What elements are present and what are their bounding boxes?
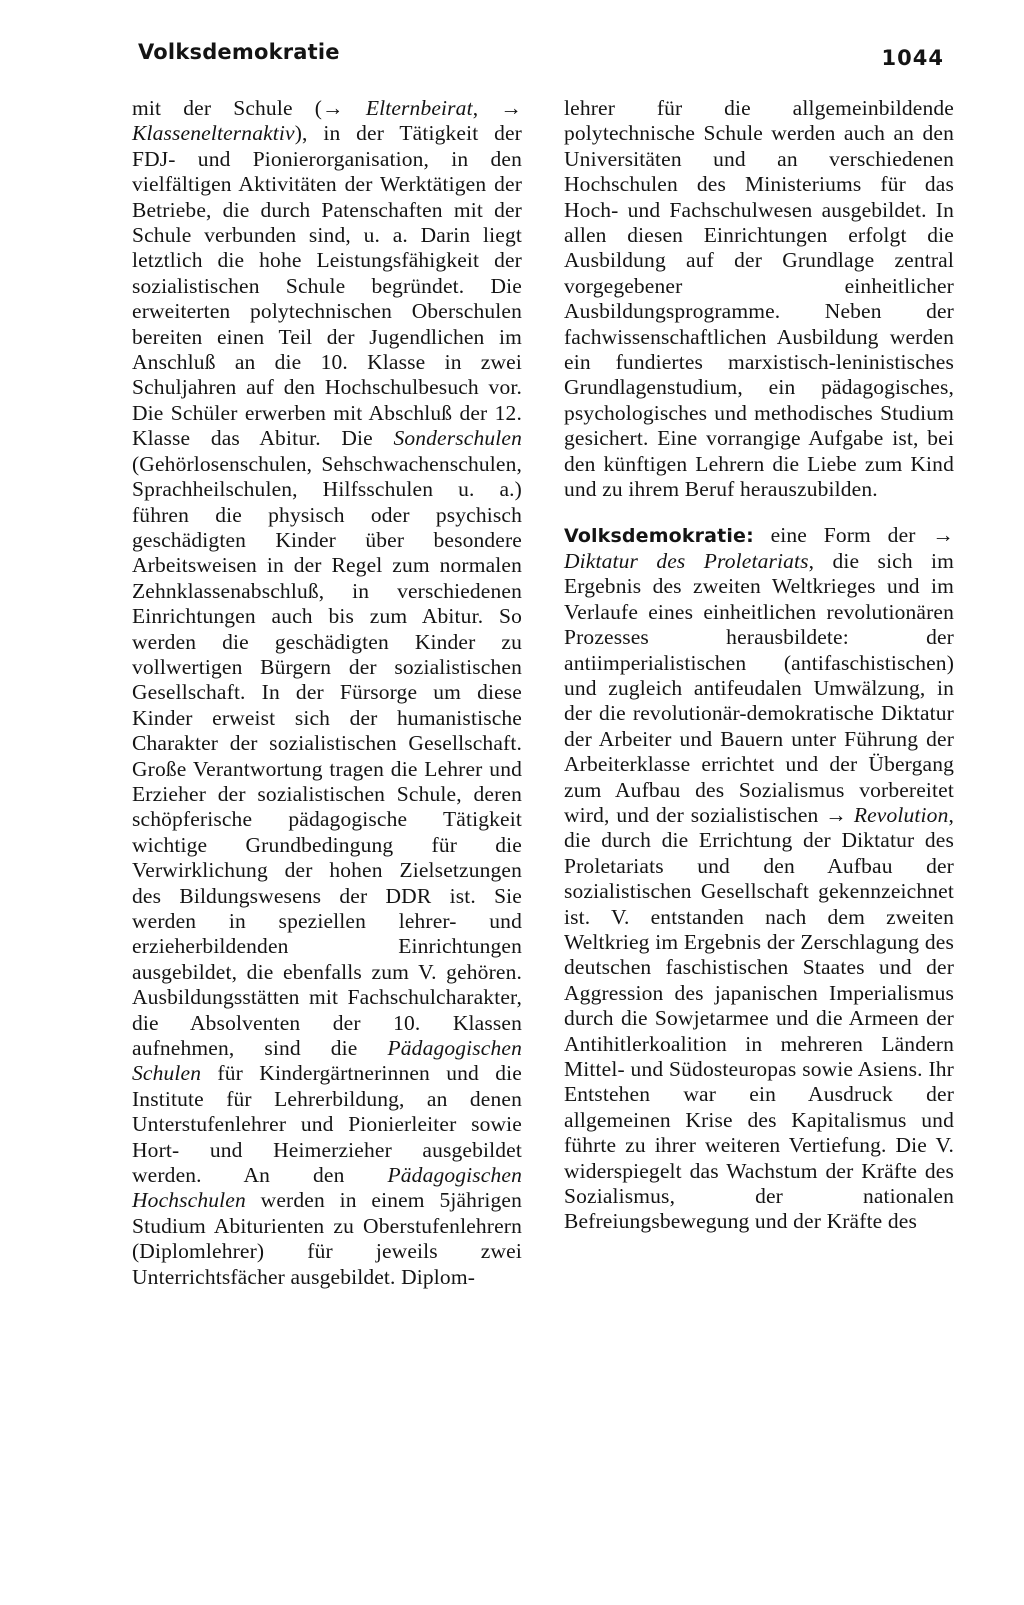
page-header — [138, 40, 944, 76]
body-text: , die sich im Ergebnis des zweiten Weltkrieges und im Verlaufe eines einheitlichen revolutionären Prozesses herausbildete: der antiimperialistischen (antifaschistischen) und zugleich antifeudalen Umwälzung, in der die revolutionär-demokratische Diktatur der Arbeiter und Bauern unter Führung der Arbeiterklasse errichtet und der Übergang zum Aufbau des Sozialismus vorbereitet wird, und der sozialistischen → — [564, 548, 955, 827]
cross-reference: Klassenelternaktiv — [132, 121, 295, 146]
left-column — [132, 96, 522, 1290]
body-text: werden in einem 5jährigen Studium Abiturienten zu Oberstufenlehrern (Diplomlehrer) für jeweils zwei Unterrichtsfächer ausgebildet. Diplom- — [132, 1188, 522, 1289]
body-text: ), in der Tätigkeit der FDJ- und Pionierorganisation, in den vielfältigen Aktivitäten der Werktätigen der Betriebe, die durch Patenschaften mit der Schule verbunden sind, u. a. Darin liegt letztlich die hohe Leistungsfähigkeit der sozialistischen Schule begründet. Die erweiterten polytechnischen Oberschulen bereiten einen Teil der Jugendlichen im Anschluß an die 10. Klasse in zwei Schuljahren auf den Hochschulbesuch vor. Die Schüler erwerben mit Abschluß der 12. Klasse das Abitur. Die — [132, 121, 522, 451]
body-text: , die durch die Errichtung der Diktatur des Proletariats und den Aufbau der sozialistischen Gesellschaft gekennzeichnet ist. V. entstanden nach dem zweiten Weltkrieg im Ergebnis der Zerschlagung des deutschen faschistischen Staates und der Aggression des japanischen Imperialismus durch die Sowjetarmee und die Armeen der Antihitlerkoalition in mehreren Ländern Mittel- und Südosteuropas sowie Asiens. Ihr Entstehen war ein Ausdruck der allgemeinen Krise des Kapitalismus und führte zu ihrer weiteren Vertiefung. Die V. widerspiegelt das Wachstum der Kräfte des Sozialismus, der nationalen Befreiungsbewegung und der Kräfte des — [564, 802, 954, 1234]
body-text: (Gehörlosenschulen, Sehschwachenschulen, Sprachheilschulen, Hilfsschulen u. a.) führen die physisch oder psychisch geschädigten Kinder über besondere Arbeitsweisen in der Regel zum normalen Zehnklassenabschluß, in verschiedenen Einrichtungen auch bis zum Abitur. So werden die geschädigten Kinder zu vollwertigen Bürgern der sozialistischen Gesellschaft. In der Fürsorge um diese Kinder erweist sich der humanistische Charakter der sozialistischen Gesellschaft. Große Verantwortung tragen die Lehrer und Erzieher der sozialistischen Schule, deren schöpferische pädagogische Tätigkeit wichtige Grundbedingung für die Verwirklichung der hohen Zielsetzungen des Bildungswesens der DDR ist. Sie werden in speziellen lehrer- und erzieherbildenden Einrichtungen ausgebildet, die ebenfalls zum V. gehören. Ausbildungsstätten mit Fachschulcharakter, die Absolventen der 10. Klassen aufnehmen, sind die — [132, 451, 522, 1061]
cross-reference: Elternbeirat — [365, 96, 473, 120]
cross-reference: Revolution — [853, 802, 949, 827]
page-number: 1044 — [881, 46, 944, 70]
paragraph — [132, 96, 522, 1290]
body-text: eine Form der → — [753, 522, 954, 547]
cross-reference: Diktatur des Proletariats — [564, 548, 809, 573]
italic-term: Pädagogischen Schulen — [132, 1036, 522, 1086]
running-head: Volksdemokratie — [138, 40, 340, 64]
body-text: für Kindergärtnerinnen und die Institute für Lehrerbildung, an denen Unterstufenlehrer und Pionierleiter sowie Hort- und Heimerzieher ausgebildet werden. An den — [132, 1061, 522, 1188]
italic-term: Sonderschulen — [393, 426, 522, 451]
entry-paragraph — [564, 523, 954, 1235]
entry-headword: Volksdemokratie: — [564, 524, 754, 547]
italic-term: Pädagogischen Hochschulen — [132, 1163, 522, 1213]
body-text: mit der Schule (→ — [132, 96, 366, 120]
paragraph: lehrer für die allgemeinbildende polytechnische Schule werden auch an den Universitäten und an verschiedenen Hochschulen des Ministeriums für das Hoch- und Fachschulwesen ausgebildet. In allen diesen Einrichtungen erfolgt die Ausbildung auf der Grundlage zentral vorgegebener einheitlicher Ausbildungsprogramme. Neben der fachwissenschaftlichen Ausbildung werden ein fundiertes marxistisch-leninistisches Grundlagenstudium, ein pädagogisches, psychologisches und methodisches Studium gesichert. Eine vorrangige Aufgabe ist, bei den künftigen Lehrern die Liebe zum Kind und zu ihrem Beruf herauszubilden. — [564, 96, 954, 502]
body-text: , → — [472, 96, 522, 120]
right-column — [564, 96, 954, 1235]
